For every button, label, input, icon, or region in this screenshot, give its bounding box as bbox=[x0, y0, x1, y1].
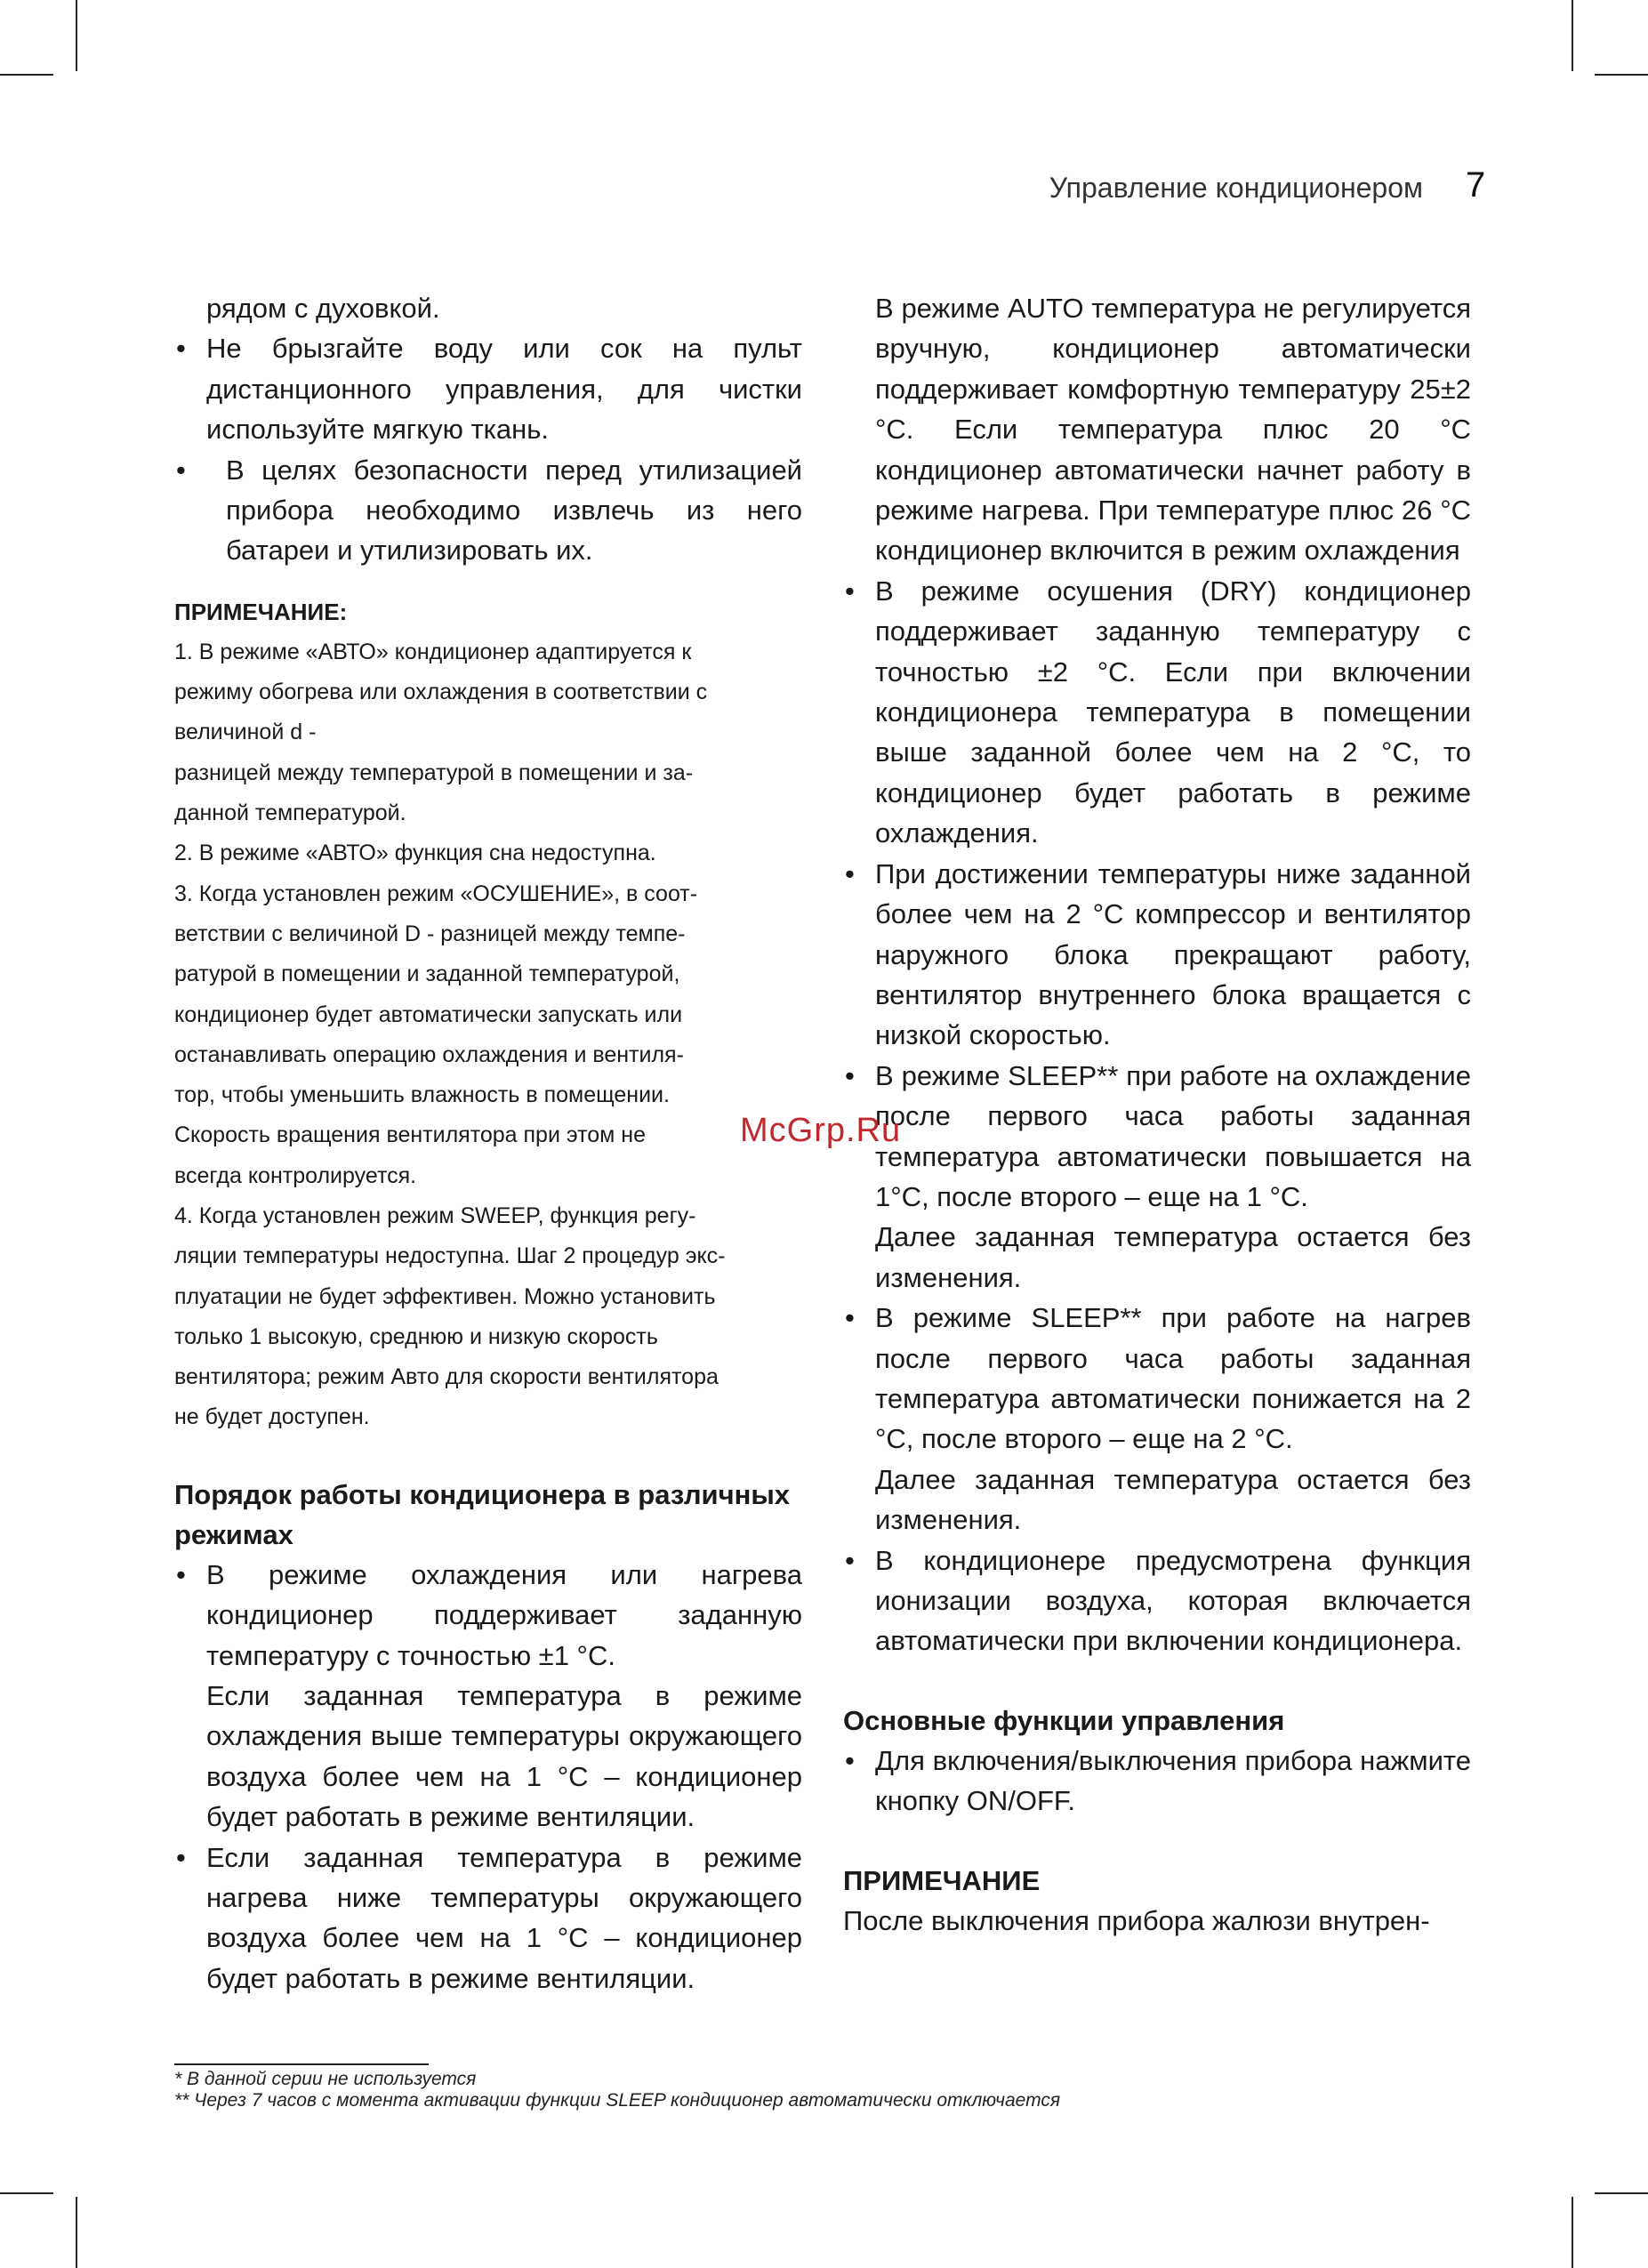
list-item: • В целях безопасности перед утилизацией прибора необходимо извлечь из него батареи и утилизировать их. bbox=[174, 450, 802, 571]
section-heading: Основные функции управления bbox=[843, 1704, 1285, 1736]
note-line: 4. Когда установлен режим SWEEP, функция регу- bbox=[174, 1203, 696, 1228]
note-line: плуатации не будет эффективен. Можно установить bbox=[174, 1283, 716, 1309]
note-line: только 1 высокую, среднюю и низкую скорость bbox=[174, 1323, 658, 1349]
note-line: режиму обогрева или охлаждения в соответствии с bbox=[174, 680, 708, 705]
note-line: Скорость вращения вентилятора при этом не bbox=[174, 1122, 646, 1148]
list-item-continuation: Если заданная температура в режиме охлаждения выше температуры окружающего воздуха более чем на 1 °С – кондиционер будет работать в режиме вентиляции. bbox=[206, 1680, 802, 1833]
crop-mark bbox=[1572, 0, 1573, 71]
list-item: • Не брызгайте воду или сок на пульт дистанционного управления, для чистки используйте мягкую ткань. bbox=[174, 328, 802, 449]
note-line: данной температурой. bbox=[174, 800, 406, 826]
note-text: После выключения прибора жалюзи внутрен- bbox=[843, 1904, 1430, 1936]
list-item: • В режиме SLEEP** при работе на охлаждение после первого часа работы заданная температура автоматически повышается на 1°С, после второго – еще на 1 °С. bbox=[843, 1056, 1471, 1218]
footnote: * В данной серии не используется bbox=[174, 2069, 477, 2089]
left-column bbox=[174, 288, 802, 1999]
continued-text: В режиме AUTO температура не регулируется вручную, кондиционер автоматически поддерживает комфортную температуру 25±2 °С. Если температура плюс 20 °С кондиционер автоматически начнет работу в режиме нагрева. При температуре плюс 26 °С кондиционер включится в режим охлаждения bbox=[875, 293, 1471, 567]
note-line: ветствии с величиной D - разницей между темпе- bbox=[174, 921, 686, 946]
section-heading: Порядок работы кондиционера в различных режимах bbox=[174, 1478, 791, 1550]
note-line: величиной d - bbox=[174, 720, 317, 745]
running-header: Управление кондиционером bbox=[1049, 172, 1423, 204]
footnote-rule bbox=[174, 2063, 429, 2065]
note-line: 3. Когда установлен режим «ОСУШЕНИЕ», в соот- bbox=[174, 881, 698, 906]
note-line: тор, чтобы уменьшить влажность в помещении. bbox=[174, 1082, 670, 1108]
crop-mark bbox=[76, 2197, 77, 2268]
list-item: • Для включения/выключения прибора нажмите кнопку ON/OFF. bbox=[843, 1741, 1471, 1822]
crop-mark bbox=[76, 0, 77, 71]
note-line: вентилятора; режим Авто для скорости вентилятора bbox=[174, 1364, 719, 1390]
note-line: не будет доступен. bbox=[174, 1404, 370, 1430]
list-item: • Если заданная температура в режиме нагрева ниже температуры окружающего воздуха более чем на 1 °С – кондиционер будет работать в режиме вентиляции. bbox=[174, 1838, 802, 1999]
note-line: 2. В режиме «АВТО» функция сна недоступна. bbox=[174, 840, 656, 866]
note-heading: ПРИМЕЧАНИЕ bbox=[843, 1864, 1041, 1896]
crop-mark bbox=[1572, 2197, 1573, 2268]
continued-text: рядом с духовкой. bbox=[206, 293, 440, 324]
list-item: • В режиме охлаждения или нагрева кондиционер поддерживает заданную температуру с точностью ±1 °С. bbox=[174, 1555, 802, 1676]
note-line: всегда контролируется. bbox=[174, 1162, 417, 1188]
note-line: ляции температуры недоступна. Шаг 2 процедур экс- bbox=[174, 1243, 726, 1269]
list-item: • В кондиционере предусмотрена функция ионизации воздуха, которая включается автоматически при включении кондиционера. bbox=[843, 1540, 1471, 1661]
list-item: • В режиме SLEEP** при работе на нагрев после первого часа работы заданная температура автоматически понижается на 2 °С, после второго – еще на 2 °С. bbox=[843, 1298, 1471, 1460]
list-item-continuation: Далее заданная температура остается без изменения. bbox=[875, 1221, 1471, 1293]
watermark: McGrp.Ru bbox=[740, 1112, 902, 1149]
crop-mark bbox=[0, 74, 53, 76]
crop-mark bbox=[1595, 74, 1648, 76]
note-line: 1. В режиме «АВТО» кондиционер адаптируется к bbox=[174, 639, 692, 664]
crop-mark bbox=[1595, 2192, 1648, 2194]
list-item: • При достижении температуры ниже заданной более чем на 2 °С компрессор и вентилятор наружного блока прекращают работу, вентилятор внутреннего блока вращается с низкой скоростью. bbox=[843, 854, 1471, 1056]
footnote: ** Через 7 часов с момента активации функции SLEEP кондиционер автоматически отключается bbox=[174, 2090, 1061, 2111]
note-line: кондиционер будет автоматически запускать или bbox=[174, 1001, 683, 1027]
note-line: останавливать операцию охлаждения и вентиля- bbox=[174, 1042, 684, 1067]
crop-mark bbox=[0, 2192, 53, 2194]
note-heading: ПРИМЕЧАНИЕ: bbox=[174, 598, 348, 625]
note-line: разницей между температурой в помещении и за- bbox=[174, 760, 694, 785]
note-line: ратурой в помещении и заданной температурой, bbox=[174, 961, 680, 987]
list-item-continuation: Далее заданная температура остается без изменения. bbox=[875, 1463, 1471, 1536]
page-number: 7 bbox=[1466, 165, 1486, 205]
list-item: • В режиме осушения (DRY) кондиционер поддерживает заданную температуру с точностью ±2 °С. Если при включении кондиционера температура в помещении выше заданной более чем на 2 °С, то кондиционер будет работать в режиме охлаждения. bbox=[843, 571, 1471, 854]
right-column bbox=[843, 288, 1471, 1941]
